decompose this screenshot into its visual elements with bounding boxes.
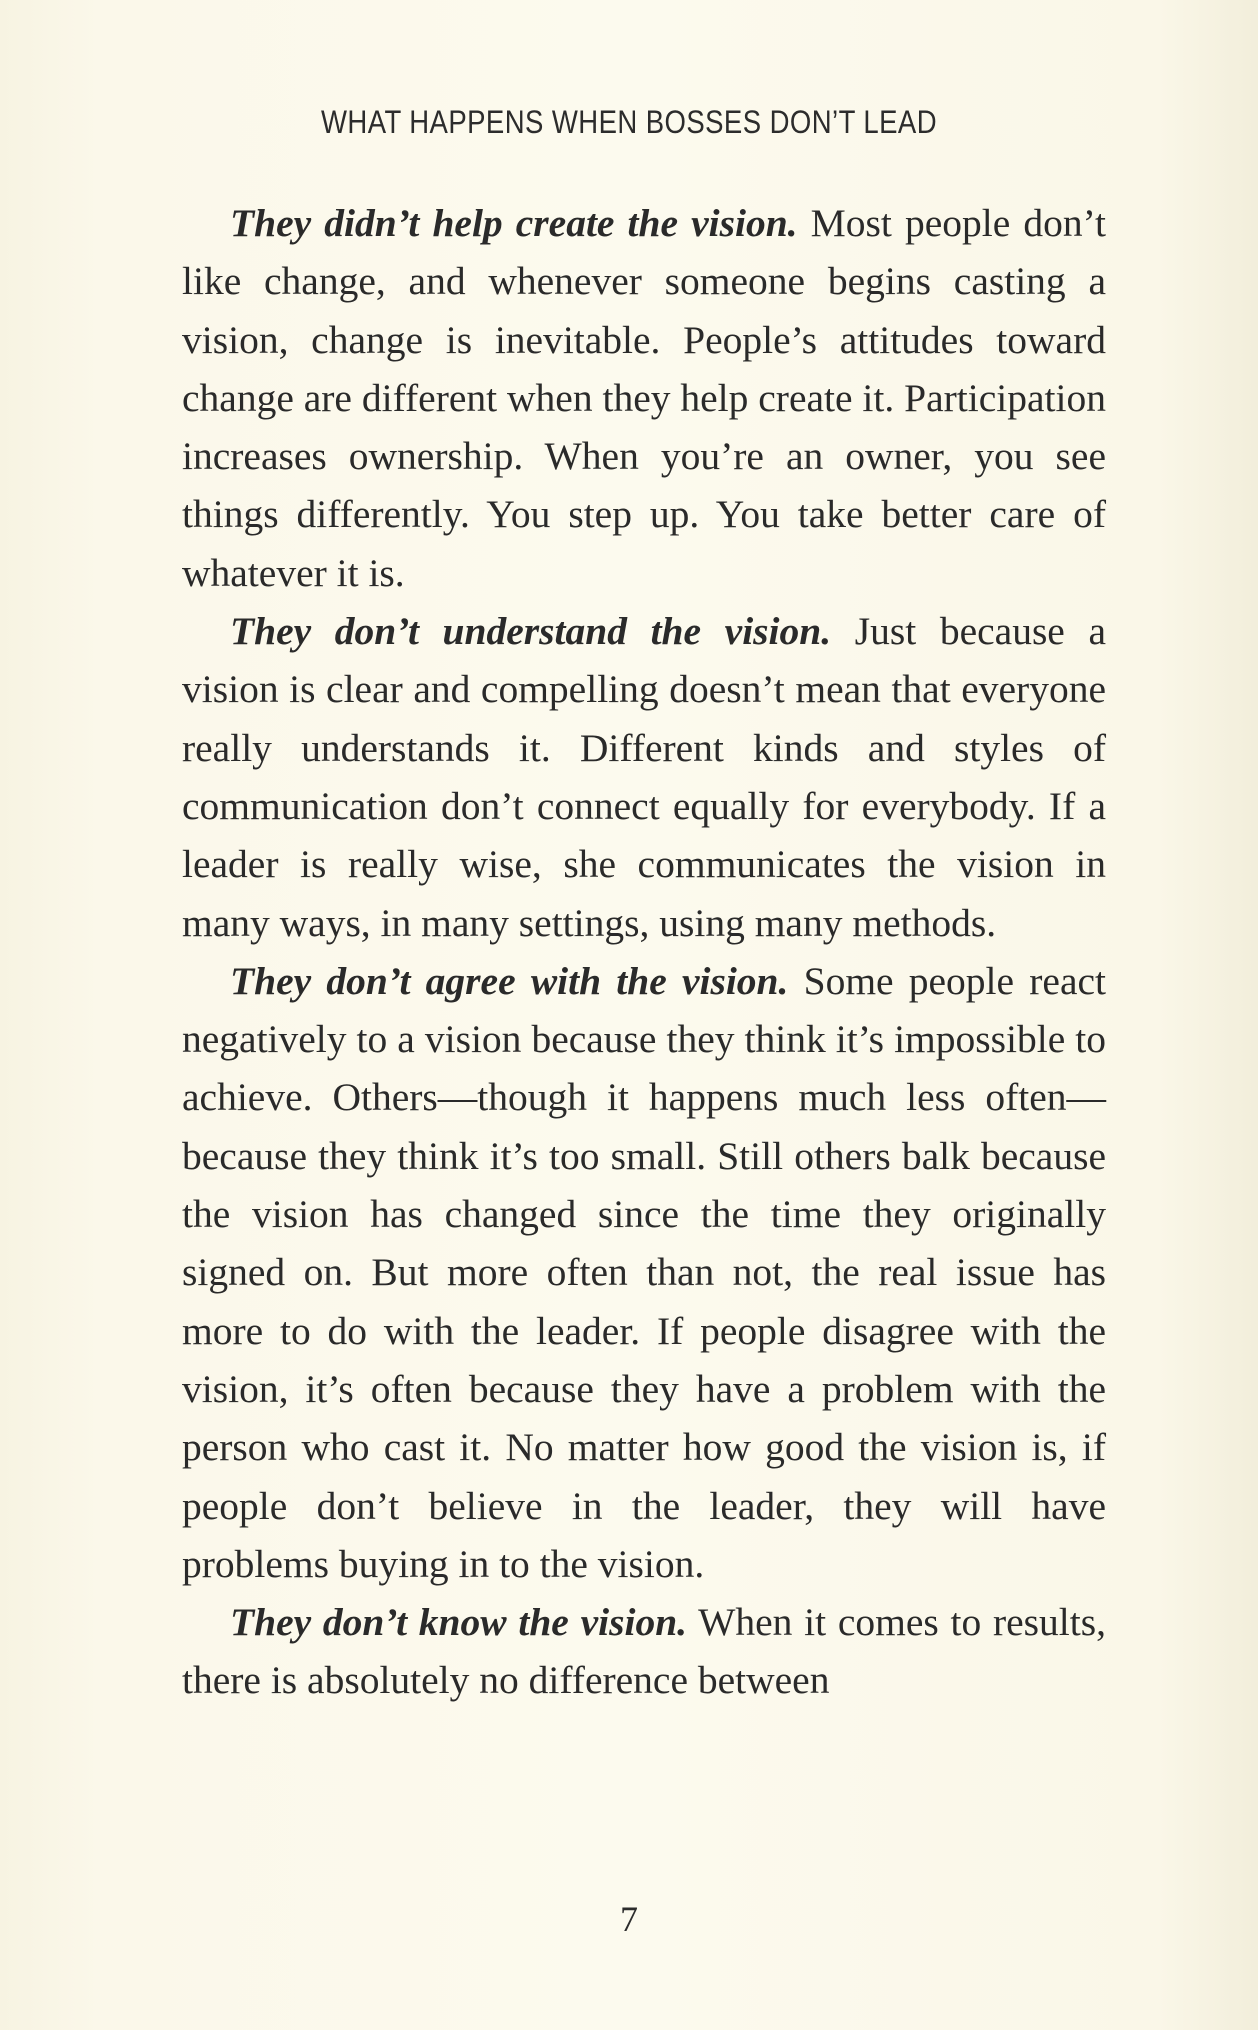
running-header: WHAT HAPPENS WHEN BOSSES DON’T LEAD <box>320 104 938 140</box>
paragraph-lead: They don’t understand the vision. <box>230 609 832 654</box>
paragraph <box>182 952 1106 1593</box>
paragraph-text: Most people don’t like change, and whenever someone begins casting a vision, change is inevitable. People’s attitudes toward change are different when they help create it. Participation increases ownership. When you’re an owner, you see things differently. You step up. You take better care of whatever it is. <box>182 201 1107 595</box>
paragraph <box>182 602 1106 952</box>
paragraph-lead: They don’t agree with the vision. <box>230 958 789 1003</box>
paragraph-text: When it comes to results, there is absolutely no difference between <box>182 1600 1107 1703</box>
paragraph <box>182 1593 1106 1710</box>
paragraph-text: Some people react negatively to a vision because they think it’s impossible to achieve. Others—though it happens much less often—because they think it’s too small. Still others balk because the vision has changed since the time they originally signed on. But more often than not, the real issue has more to do with the leader. If people disagree with the vision, it’s often because they have a problem with the person who cast it. No matter how good the vision is, if people don’t believe in the leader, they will have problems buying in to the vision. <box>182 958 1106 1586</box>
paragraph-lead: They don’t know the vision. <box>230 1600 688 1645</box>
page-number: 7 <box>620 1899 638 1939</box>
paragraph <box>182 194 1106 602</box>
paragraph-text: Just because a vision is clear and compelling doesn’t mean that everyone really understands it. Different kinds and styles of communication don’t connect equally for everybody. If a leader is really wise, she communicates the vision in many ways, in many settings, using many methods. <box>182 609 1106 945</box>
paragraph-lead: They didn’t help create the vision. <box>230 201 798 245</box>
body-text <box>182 194 1106 1710</box>
